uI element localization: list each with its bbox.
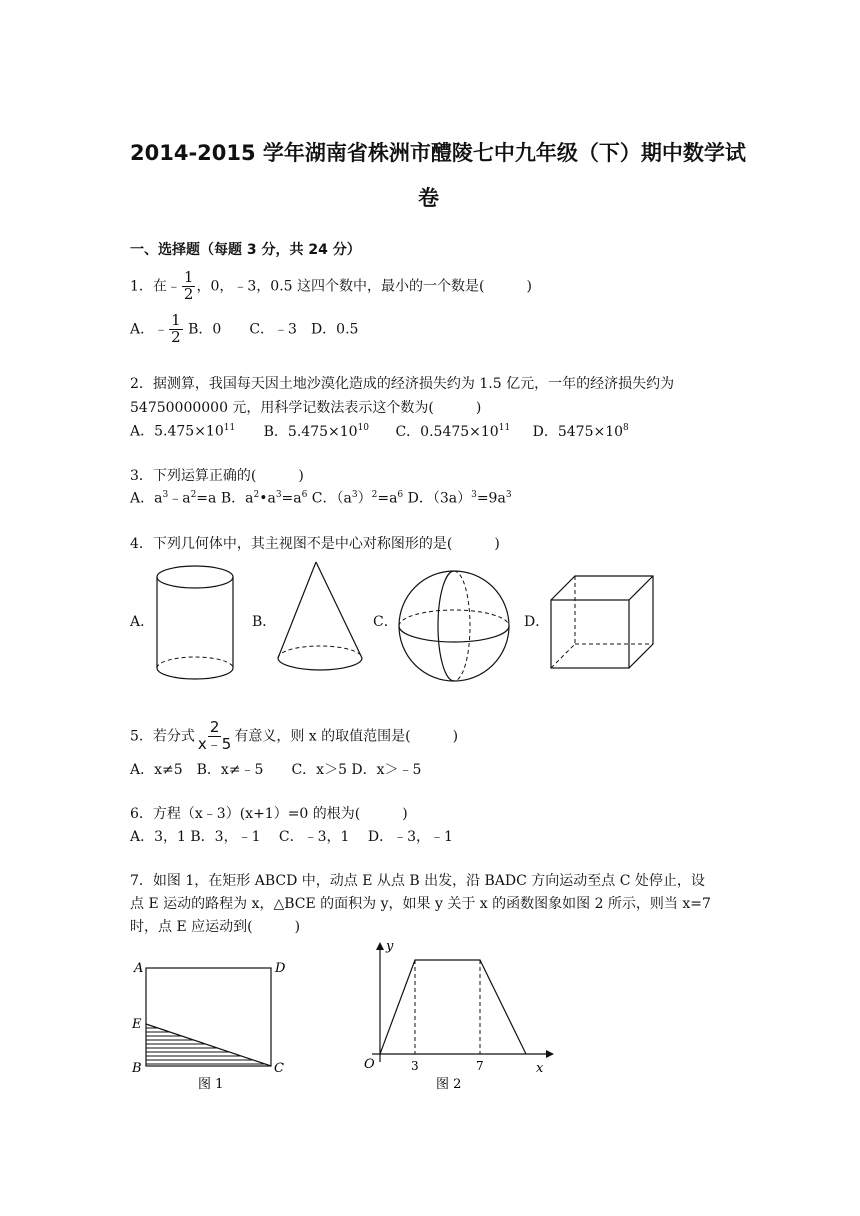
q3-b2: •a: [259, 490, 276, 507]
q3-b1e: 2: [253, 490, 260, 500]
question-6-options: A．3，1 B．3，﹣1 C．﹣3，1 D．﹣3，﹣1: [130, 829, 453, 845]
question-3-options: [130, 490, 512, 507]
question-7-line1: 7．如图 1，在矩形 ABCD 中，动点 E 从点 B 出发，沿 BADC 方向运动至点 C 处停止，设: [130, 873, 705, 889]
q3-a1: A．a: [130, 490, 163, 507]
question-1-options: [130, 313, 358, 346]
fig1-label-e: E: [132, 1017, 142, 1032]
q2-opt-c: C．0.5475×10: [395, 423, 499, 440]
q3-c2: ）: [357, 490, 372, 507]
fig2-tick-3: 3: [411, 1059, 419, 1073]
q1-opt-a-fraction: [169, 313, 183, 346]
section-heading: 一、选择题（每题 3 分，共 24 分）: [130, 242, 361, 258]
rectangle-figure-1: [126, 952, 296, 1092]
question-2-line2: 54750000000 元，用科学记数法表示这个数为( ): [130, 400, 482, 416]
q3-c1: C．（a: [307, 490, 352, 507]
q3-c2e: 2: [371, 490, 378, 500]
q3-b3: =a: [281, 490, 302, 507]
function-graph-figure-2: [350, 936, 560, 1096]
question-2-options: [130, 423, 629, 440]
question-6-line1: 6．方程（x﹣3）(x+1）=0 的根为( ): [130, 806, 408, 822]
fig2-label-x: x: [536, 1061, 544, 1076]
cone-figure: [270, 560, 370, 690]
cylinder-figure: [150, 560, 240, 690]
fig1-label-d: D: [275, 961, 286, 976]
q1-opt-frac-den: 2: [171, 327, 181, 346]
fig1-label-b: B: [132, 1061, 142, 1076]
fig1-label-a: A: [134, 961, 144, 976]
fig1-caption: 图 1: [198, 1077, 224, 1092]
q3-d1: D．（3a）: [403, 490, 472, 507]
q5-suffix: 有意义，则 x 的取值范围是( ): [234, 728, 459, 745]
page-title-line2: 卷: [418, 186, 439, 210]
x-axis-arrow: [546, 1050, 554, 1058]
q3-c1e: 3: [351, 490, 358, 500]
question-2-line1: 2．据测算，我国每天因土地沙漠化造成的经济损失约为 1.5 亿元，一年的经济损失约为: [130, 376, 675, 392]
fig1-label-c: C: [274, 1061, 284, 1076]
fig2-label-o: O: [364, 1057, 375, 1072]
q2-opt-b: B．5.475×10: [263, 423, 358, 440]
q4-label-c: C．: [373, 614, 398, 630]
question-1: [130, 270, 532, 303]
q3-a2: ﹣a: [168, 490, 191, 507]
q4-label-d: D．: [524, 614, 550, 630]
fig2-tick-7: 7: [476, 1059, 484, 1073]
q1-prefix: 1．在﹣: [130, 278, 181, 295]
fig2-caption: 图 2: [436, 1077, 462, 1092]
q1-opt-rest: B．0 C．﹣3 D．0.5: [188, 321, 359, 338]
question-3-line1: 3．下列运算正确的( ): [130, 468, 304, 484]
graph-line: [380, 960, 526, 1054]
q1-frac-num: 1: [183, 268, 194, 286]
page-title-line1: 2014-2015 学年湖南省株洲市醴陵七中九年级（下）期中数学试: [130, 141, 746, 165]
question-5: [130, 720, 458, 753]
q2-opt-c-exp: 11: [498, 423, 511, 433]
q3-a2e: 2: [190, 490, 197, 500]
q3-d1e: 3: [471, 490, 477, 500]
q3-a3: =a B．a: [196, 490, 254, 507]
q1-frac-den: 2: [183, 284, 194, 303]
sphere-figure: [395, 568, 515, 686]
q1-opt-a: A．﹣: [130, 321, 169, 338]
q4-label-b: B．: [252, 614, 277, 630]
question-7-line2: 点 E 运动的路程为 x，△BCE 的面积为 y，如果 y 关于 x 的函数图象如图 2 所示，则当 x=7: [130, 896, 711, 912]
y-axis-arrow: [376, 942, 384, 950]
question-4-line1: 4．下列几何体中，其主视图不是中心对称图形的是( ): [130, 536, 500, 552]
q5-prefix: 5．若分式: [130, 728, 195, 745]
q5-frac-den: x﹣5: [197, 734, 232, 753]
q4-label-a: A．: [130, 614, 155, 630]
q5-fraction: [196, 720, 233, 753]
q3-a1e: 3: [162, 490, 169, 500]
q2-opt-a: A．5.475×10: [130, 423, 224, 440]
q3-b3e: 6: [301, 490, 308, 500]
q2-opt-a-exp: 11: [223, 423, 236, 433]
q3-b2e: 3: [275, 490, 282, 500]
q3-c3: =a: [377, 490, 398, 507]
cube-figure: [545, 570, 675, 675]
q3-d2e: 3: [505, 490, 512, 500]
q1-opt-frac-num: 1: [171, 311, 181, 329]
q3-c3e: 6: [397, 490, 404, 500]
question-7-line3: 时，点 E 应运动到( ): [130, 919, 301, 935]
q1-fraction: [182, 270, 196, 303]
q2-opt-b-exp: 10: [357, 423, 370, 433]
q2-opt-d: D．5475×10: [532, 423, 624, 440]
q1-suffix: ，0，﹣3，0.5 这四个数中，最小的一个数是( ): [196, 278, 532, 295]
q2-opt-d-exp: 8: [623, 423, 629, 433]
fig2-label-y: y: [386, 939, 394, 954]
q5-frac-num: 2: [209, 718, 220, 736]
question-5-options: A．x≠5 B．x≠﹣5 C．x＞5 D．x＞﹣5: [130, 762, 422, 778]
q3-d2: =9a: [476, 490, 506, 507]
